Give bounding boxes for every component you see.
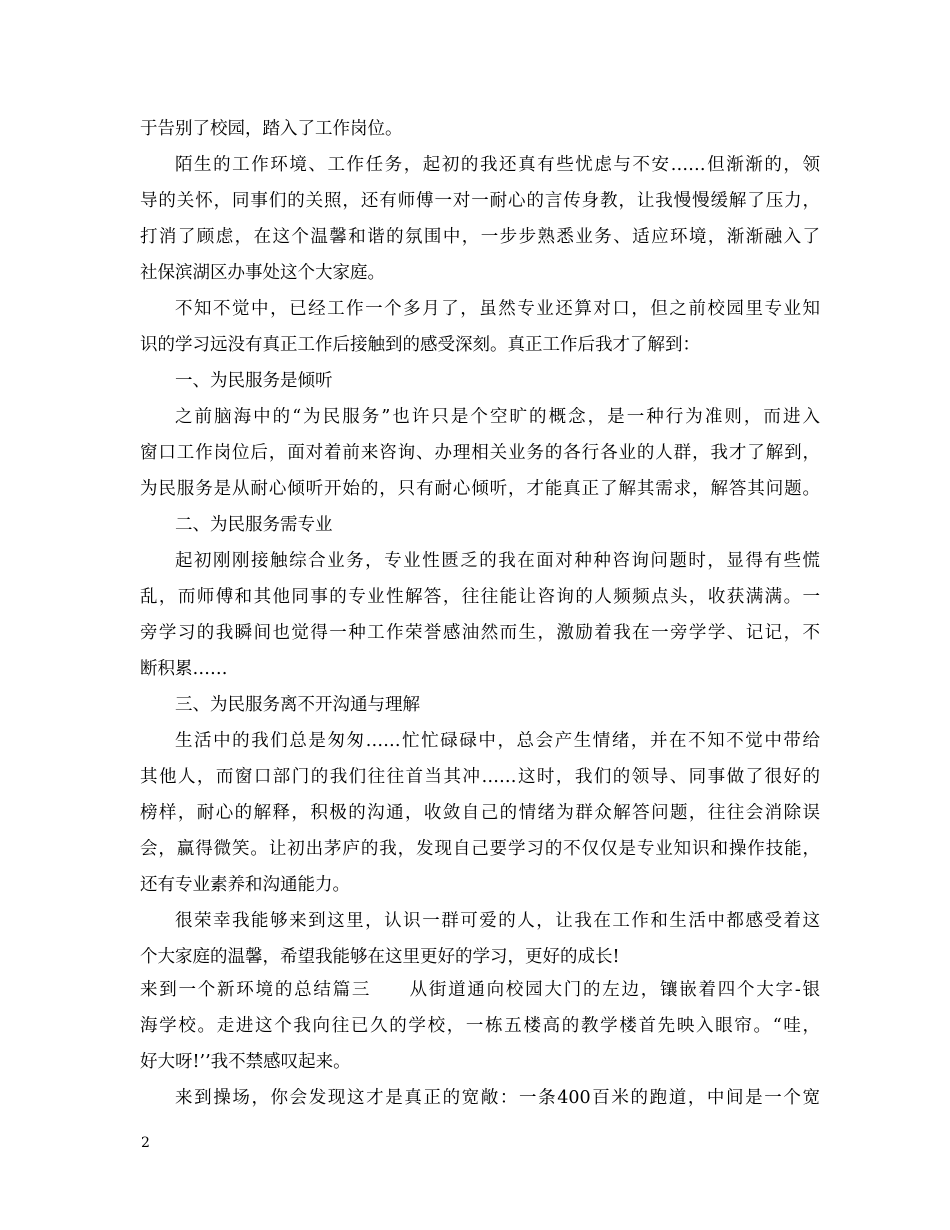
paragraph-line: 社保滨湖区办事处这个大家庭。	[140, 263, 385, 283]
paragraph-line: 会，赢得微笑。让初出茅庐的我，发现自己要学习的不仅仅是专业知识和操作技能，	[140, 839, 820, 859]
paragraph-line: 很荣幸我能够来到这里，认识一群可爱的人，让我在工作和生活中都感受着这	[175, 911, 820, 931]
section-heading: 一、为民服务是倾听	[175, 371, 333, 391]
paragraph-line: 好大呀!’’我不禁感叹起来。	[140, 1052, 351, 1072]
paragraph-line: 来到操场，你会发现这才是真正的宽敞：一条400百米的跑道，中间是一个宽	[175, 1088, 820, 1108]
paragraph-line: 陌生的工作环境、工作任务，起初的我还真有些忧虑与不安……但渐渐的，领	[175, 155, 820, 175]
paragraph-line: 个大家庭的温馨，希望我能够在这里更好的学习，更好的成长!	[140, 947, 620, 967]
section-heading: 二、为民服务需专业	[175, 515, 333, 535]
paragraph-line: 起初刚刚接触综合业务，专业性匮乏的我在面对种种咨询问题时，显得有些慌	[175, 551, 820, 571]
paragraph-line: 打消了顾虑，在这个温馨和谐的氛围中，一步步熟悉业务、适应环境，渐渐融入了	[140, 227, 820, 247]
paragraph-line: 其他人，而窗口部门的我们往往首当其冲……这时，我们的领导、同事做了很好的	[140, 767, 820, 787]
paragraph-line: 断积累……	[140, 659, 228, 679]
paragraph-line: 于告别了校园，踏入了工作岗位。	[140, 119, 403, 139]
paragraph-line: 榜样，耐心的解释，积极的沟通，收敛自己的情绪为群众解答问题，往往会消除误	[140, 803, 820, 823]
paragraph-line: 旁学习的我瞬间也觉得一种工作荣誉感油然而生，激励着我在一旁学学、记记，不	[140, 623, 820, 643]
paragraph-line: 窗口工作岗位后，面对着前来咨询、办理相关业务的各行各业的人群，我才了解到，	[140, 443, 820, 463]
paragraph-line: 还有专业素养和沟通能力。	[140, 875, 350, 895]
paragraph-line: 海学校。走进这个我向往已久的学校，一栋五楼高的教学楼首先映入眼帘。“哇，	[140, 1016, 820, 1036]
paragraph-line: 导的关怀，同事们的关照，还有师傅一对一耐心的言传身教，让我慢慢缓解了压力，	[140, 191, 820, 211]
paragraph-line: 乱，而师傅和其他同事的专业性解答，往往能让咨询的人频频点头，收获满满。一	[140, 587, 820, 607]
paragraph-line: 生活中的我们总是匆匆……忙忙碌碌中，总会产生情绪，并在不知不觉中带给	[175, 731, 820, 751]
paragraph-line: 之前脑海中的“为民服务”也许只是个空旷的概念，是一种行为准则，而进入	[175, 407, 820, 427]
paragraph-line: 来到一个新环境的总结篇三 从街道通向校园大门的左边，镶嵌着四个大字-银	[140, 980, 820, 1000]
paragraph-line: 不知不觉中，已经工作一个多月了，虽然专业还算对口，但之前校园里专业知	[175, 299, 820, 319]
paragraph-line: 识的学习远没有真正工作后接触到的感受深刻。真正工作后我才了解到：	[140, 335, 700, 355]
page-number: 2	[141, 1135, 150, 1151]
section-heading: 三、为民服务离不开沟通与理解	[175, 695, 420, 715]
paragraph-line: 为民服务是从耐心倾听开始的，只有耐心倾听，才能真正了解其需求，解答其问题。	[140, 479, 820, 499]
